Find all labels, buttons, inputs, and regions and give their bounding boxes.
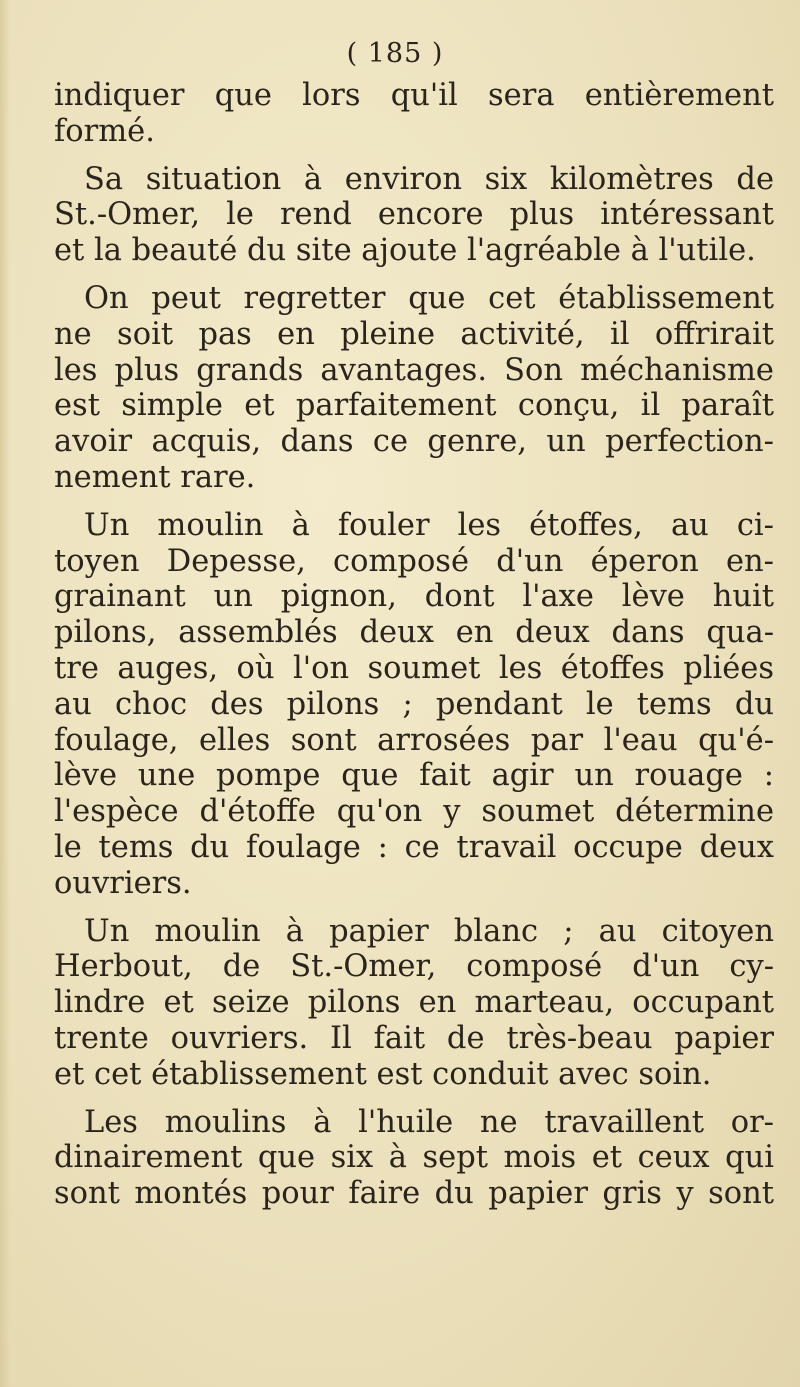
- text-line: formé.: [54, 113, 155, 149]
- text-line: est simple et parfaitement conçu, il paraît: [54, 388, 774, 424]
- text-line: avoir acquis, dans ce genre, un perfection-: [54, 424, 774, 460]
- text-line: Un moulin à fouler les étoffes, au ci-: [84, 507, 774, 543]
- text-line: l'espèce d'étoffe qu'on y soumet détermine: [54, 794, 774, 830]
- text-line: et la beauté du site ajoute l'agréable à l'utile.: [54, 233, 756, 269]
- text-line: le tems du foulage : ce travail occupe deux: [54, 829, 774, 865]
- paragraph-gap: [54, 496, 774, 508]
- text-line: pilons, assemblés deux en deux dans qua-: [54, 615, 774, 651]
- paragraph: [54, 281, 774, 496]
- text-line: trente ouvriers. Il fait de très-beau papier: [54, 1020, 774, 1056]
- text-line: lève une pompe que fait agir un rouage :: [54, 758, 774, 794]
- text-line: les plus grands avantages. Son méchanisme: [54, 352, 774, 388]
- text-line: tre auges, où l'on soumet les étoffes pliées: [54, 650, 774, 686]
- paragraph: [54, 508, 774, 902]
- body-text: [54, 78, 774, 1212]
- text-line: toyen Depesse, composé d'un éperon en-: [54, 543, 774, 579]
- paragraph: [54, 914, 774, 1093]
- paragraph-gap: [54, 269, 774, 281]
- text-line: et cet établissement est conduit avec soin.: [54, 1056, 712, 1092]
- text-line: ne soit pas en pleine activité, il offrirait: [54, 316, 774, 352]
- text-line: foulage, elles sont arrosées par l'eau qu'é-: [54, 722, 774, 758]
- paragraph: [54, 162, 774, 269]
- paragraph-gap: [54, 902, 774, 914]
- page-binding-edge: [0, 0, 10, 1387]
- text-line: Les moulins à l'huile ne travaillent or-: [84, 1104, 774, 1140]
- text-line: On peut regretter que cet établissement: [84, 280, 774, 316]
- text-line: St.-Omer, le rend encore plus intéressant: [54, 197, 774, 233]
- text-line: lindre et seize pilons en marteau, occupant: [54, 985, 774, 1021]
- paragraph-gap: [54, 1093, 774, 1105]
- text-line: Sa situation à environ six kilomètres de: [84, 161, 774, 197]
- page-number: ( 185 ): [346, 38, 444, 69]
- text-line: au choc des pilons ; pendant le tems du: [54, 686, 774, 722]
- paragraph: [54, 78, 774, 150]
- text-line: sont montés pour faire du papier gris y sont: [54, 1176, 774, 1212]
- paragraph-gap: [54, 150, 774, 162]
- text-line: grainant un pignon, dont l'axe lève huit: [54, 579, 774, 615]
- text-line: ouvriers.: [54, 865, 192, 901]
- text-line: dinairement que six à sept mois et ceux qui: [54, 1140, 774, 1176]
- text-line: Un moulin à papier blanc ; au citoyen: [84, 913, 774, 949]
- text-line: nement rare.: [54, 459, 256, 495]
- text-line: Herbout, de St.-Omer, composé d'un cy-: [54, 949, 774, 985]
- paragraph: [54, 1105, 774, 1212]
- text-line: indiquer que lors qu'il sera entièrement: [54, 78, 774, 113]
